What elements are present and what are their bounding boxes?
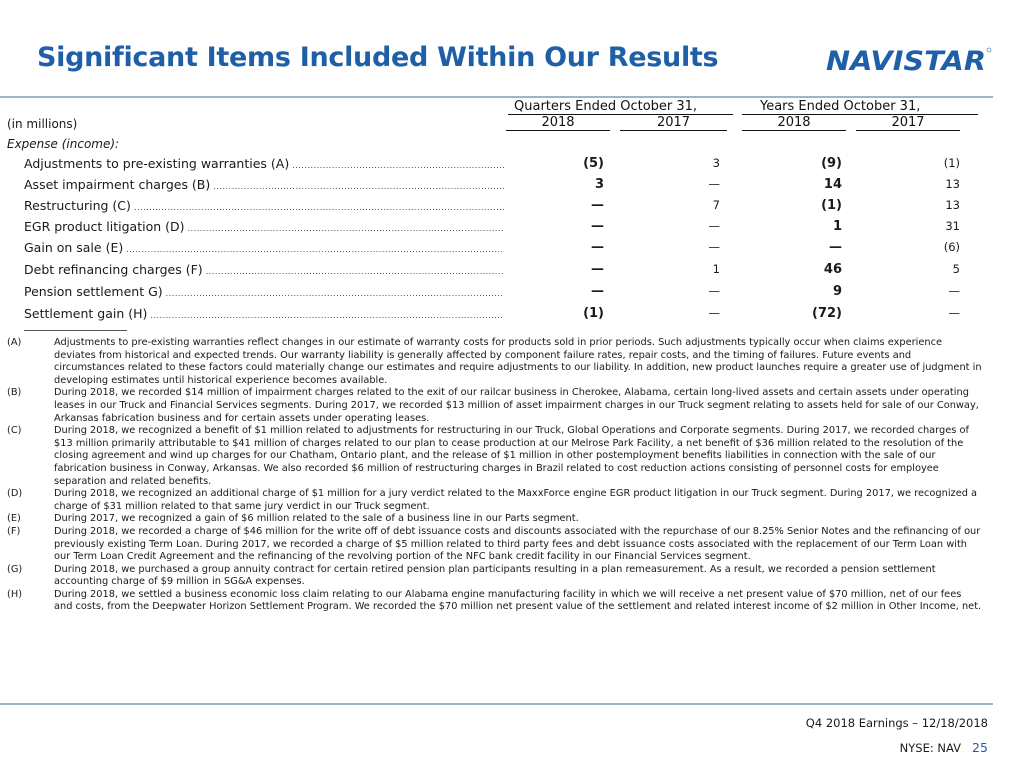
cell-q2018: — xyxy=(591,198,604,213)
cell-q2018: 3 xyxy=(594,177,604,192)
year-header-y2018: 2018 xyxy=(742,115,846,131)
cell-q2017: — xyxy=(708,240,720,254)
navistar-logo-text: NAVISTAR xyxy=(826,46,986,74)
cell-y2017: (1) xyxy=(943,156,960,170)
cell-y2018: 46 xyxy=(823,262,842,277)
year-header-y2017: 2017 xyxy=(856,115,960,131)
cell-y2018: 9 xyxy=(832,284,842,299)
cell-y2018: 1 xyxy=(832,219,842,234)
cell-q2017: — xyxy=(708,306,720,320)
footnote-tag: (C) xyxy=(7,425,22,437)
cell-y2018: (9) xyxy=(821,156,842,171)
cell-q2018: — xyxy=(591,262,604,277)
cell-q2017: — xyxy=(708,177,720,191)
year-header-q2018: 2018 xyxy=(506,115,610,131)
footnote-tag: (B) xyxy=(7,387,22,399)
table-row xyxy=(0,177,1000,198)
table-row xyxy=(0,306,1000,327)
table-row xyxy=(0,262,1000,283)
cell-y2017: 31 xyxy=(945,219,960,233)
footnote-text: During 2018, we settled a business economic loss claim relating to our Alabama engine manufacturing facility in which we will receive a net present value of $70 million, net of our fees and costs, from the Deepwater Horizon Settlement Program. We recorded the $70 million net present value of the settlement and related interest income of $2 million in Other Income, net. xyxy=(54,588,982,613)
footer-ticker: NYSE: NAV xyxy=(899,741,961,755)
footnote-text: During 2018, we recognized an additional charge of $1 million for a jury verdict related to the MaxxForce engine EGR product litigation in our Truck segment. During 2017, we recognized a charge of $31 million related to that same jury verdict in our Truck segment. xyxy=(54,488,978,512)
footnote-h xyxy=(7,589,982,614)
cell-q2018: — xyxy=(591,284,604,299)
footnote-tag: (D) xyxy=(7,488,23,500)
footnote-tag: (H) xyxy=(7,588,23,600)
cell-y2017: — xyxy=(948,284,960,298)
units-label: (in millions) xyxy=(7,117,78,131)
cell-q2017: — xyxy=(708,219,720,233)
cell-y2017: 13 xyxy=(945,177,960,191)
footnote-text: During 2018, we purchased a group annuity contract for certain retired pension plan participants resulting in a plan remeasurement. As a result, we recorded a pension settlement accounting charge of $9 million in SG&A expenses. xyxy=(54,563,936,588)
cell-y2018: 14 xyxy=(823,177,842,192)
cell-q2018: — xyxy=(591,219,604,234)
section-label: Expense (income): xyxy=(7,137,120,151)
footnote-g xyxy=(7,564,982,589)
cell-q2018: (1) xyxy=(583,306,604,321)
footnote-tag: (A) xyxy=(7,337,22,348)
table-row xyxy=(0,198,1000,219)
page-number: 25 xyxy=(972,740,988,755)
page-title: Significant Items Included Within Our Results xyxy=(37,42,719,73)
table-row xyxy=(0,240,1000,261)
table-row xyxy=(0,156,1000,177)
row-label: Pension settlement G) ..... xyxy=(24,284,504,299)
cell-q2018: (5) xyxy=(583,156,604,171)
cell-q2017: — xyxy=(708,284,720,298)
row-label: Asset impairment charges (B) ..... xyxy=(24,177,504,192)
footnote-tag: (F) xyxy=(7,525,21,537)
quarters-header: Quarters Ended October 31, xyxy=(508,99,733,115)
footnote-tag: (E) xyxy=(7,513,21,525)
header-divider xyxy=(0,96,993,98)
cell-q2017: 7 xyxy=(712,198,720,212)
navistar-logo xyxy=(826,46,992,74)
row-label: Restructuring (C) ..... xyxy=(24,198,504,213)
row-label: Debt refinancing charges (F) ..... xyxy=(24,262,504,277)
years-header: Years Ended October 31, xyxy=(742,99,978,115)
footnote-divider xyxy=(24,330,127,331)
row-label: Settlement gain (H) ..... xyxy=(24,306,504,321)
row-label: EGR product litigation (D) ..... xyxy=(24,219,504,234)
footnote-text: During 2018, we recognized a benefit of $1 million related to adjustments for restructuring in our Truck, Global Operations and Corporate segments. During 2017, we recorded charges of $13 million primarily attributable to $41 million of charges related to our plan to cease production at our Melrose Park Facility, a net benefit of $36 million related to the resolution of the closing agreement and wind up charges for our Chatham, Ontario plant, and the release of $1 million in other postemployment benefits liabilities in connection with the sale of our fabrication business in Conway, Arkansas. We also recorded $6 million of restructuring charges in Brazil related to cost reduction actions consisting of personnel costs for employee separation and related benefits. xyxy=(54,425,969,487)
cell-y2017: 13 xyxy=(945,198,960,212)
footer-divider xyxy=(0,703,993,705)
footer-date: Q4 2018 Earnings – 12/18/2018 xyxy=(805,716,988,730)
footnote-d xyxy=(7,488,982,513)
footnote-text: During 2017, we recognized a gain of $6 million related to the sale of a business line in our Parts segment. xyxy=(54,513,579,525)
footnote-text: During 2018, we recorded $14 million of impairment charges related to the exit of our railcar business in Cherokee, Alabama, certain long-lived assets and certain assets under operating leases in our Truck and Financial Services segments. During 2017, we recorded $13 million of asset impairment charges in our Truck segment relating to assets held for sale of our Conway, Arkansas fabrication business and for certain assets under operating leases. xyxy=(54,387,979,424)
footnote-c xyxy=(7,425,982,488)
footnote-text: During 2018, we recorded a charge of $46 million for the write off of debt issuance costs and discounts associated with the repurchase of our 8.25% Senior Notes and the refinancing of our previously existing Term Loan. During 2017, we recorded a charge of $5 million related to third party fees and debt issuance costs associated with the replacement of our Term Loan with our Term Loan Credit Agreement and the refinancing of the revolving portion of the NFC bank credit facility in our Financial Services segment. xyxy=(54,525,981,563)
cell-y2018: — xyxy=(829,240,842,255)
footnote-a xyxy=(7,337,982,387)
table-row xyxy=(0,219,1000,240)
footnotes xyxy=(7,337,982,614)
cell-y2018: (1) xyxy=(821,198,842,213)
row-label: Gain on sale (E) ..... xyxy=(24,240,504,255)
year-header-q2017: 2017 xyxy=(620,115,727,131)
cell-q2017: 1 xyxy=(712,262,720,276)
footnote-tag: (G) xyxy=(7,563,23,575)
cell-y2018: (72) xyxy=(812,306,842,321)
cell-q2017: 3 xyxy=(712,156,720,170)
table-row xyxy=(0,284,1000,305)
footnote-b xyxy=(7,387,982,425)
cell-y2017: — xyxy=(948,306,960,320)
footnote-f xyxy=(7,526,982,564)
cell-y2017: (6) xyxy=(943,240,960,254)
cell-y2017: 5 xyxy=(952,262,960,276)
row-label: Adjustments to pre-existing warranties (A) ..... xyxy=(24,156,504,171)
cell-q2018: — xyxy=(591,240,604,255)
footnote-text: Adjustments to pre-existing warranties reflect changes in our estimate of warranty costs for products sold in prior periods. Such adjustments typically occur when claims experience deviates from historical and expected trends. Our warranty liability is generally affected by component failure rates, repair costs, and the timing of failures. Future events and circumstances related to these factors could materially change our estimates and require adjustments to our liability. In addition, new product launches require a greater use of judgment in developing estimates until historical experience becomes available. xyxy=(54,337,982,386)
footnote-e xyxy=(7,513,982,526)
